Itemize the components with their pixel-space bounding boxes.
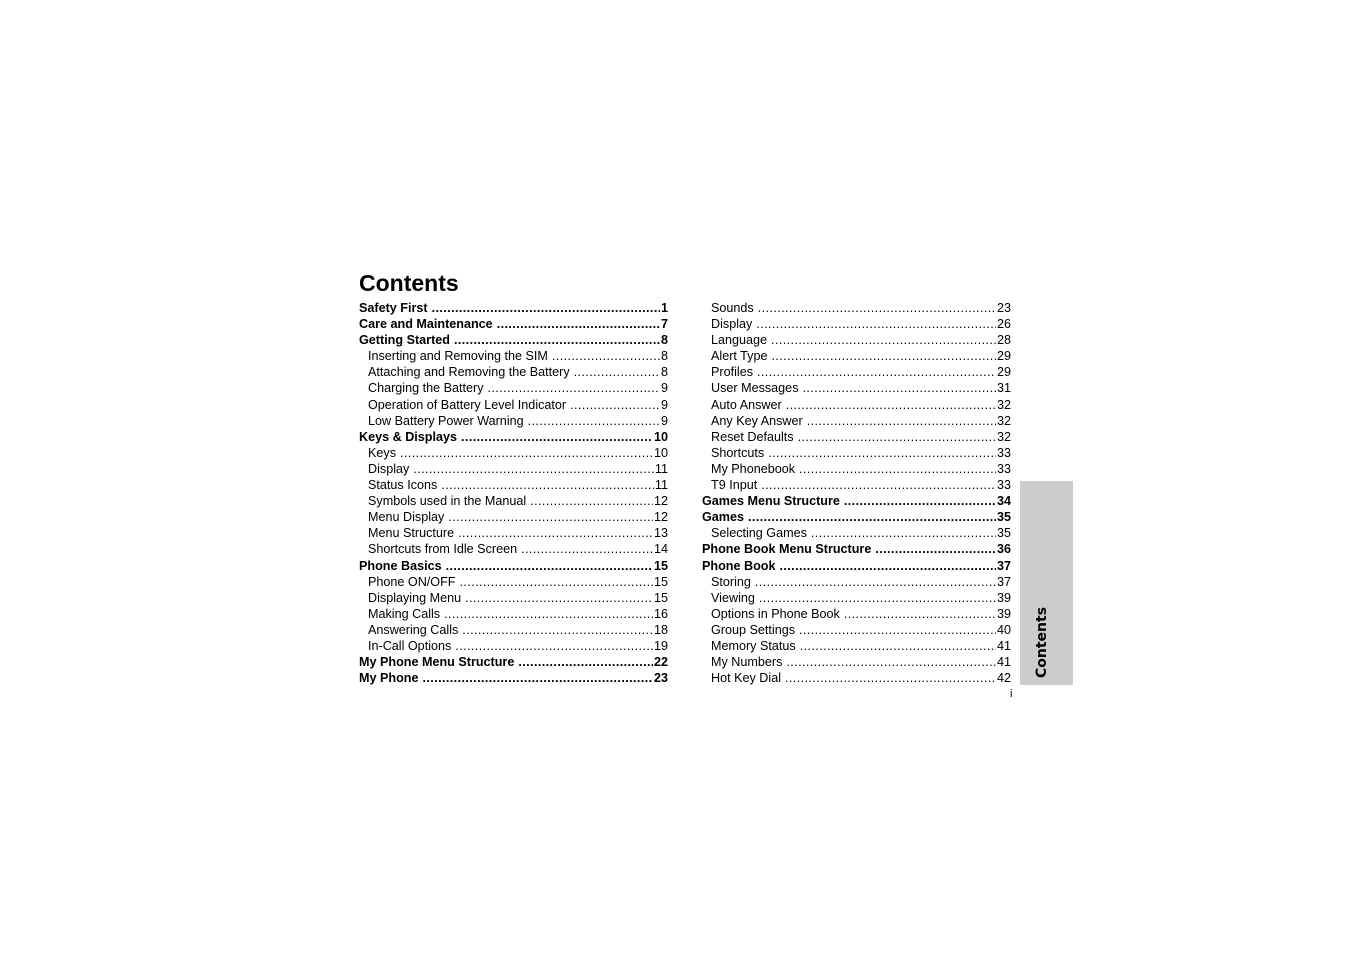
toc-entry-title: Memory Status — [711, 638, 796, 653]
toc-entry[interactable] — [359, 413, 668, 429]
toc-entry[interactable] — [359, 316, 668, 332]
toc-entry-page: 35 — [996, 526, 1011, 541]
toc-entry[interactable] — [359, 558, 668, 574]
toc-entry-title: My Phonebook — [711, 461, 796, 476]
toc-entry[interactable] — [702, 332, 1011, 348]
toc-entry[interactable] — [702, 606, 1011, 622]
toc-entry-title: Any Key Answer — [711, 413, 803, 428]
toc-entry[interactable] — [702, 380, 1011, 396]
toc-entry-page: 10 — [653, 445, 668, 460]
toc-entry-title: Shortcuts from Idle Screen — [368, 542, 518, 557]
toc-entry-title: Selecting Games — [711, 526, 807, 541]
toc-entry-page: 15 — [653, 590, 668, 605]
toc-entry[interactable] — [702, 493, 1011, 509]
toc-entry[interactable] — [702, 316, 1011, 332]
toc-entry-page: 28 — [996, 333, 1011, 348]
toc-entry-page: 8 — [660, 349, 668, 364]
toc-entry[interactable] — [359, 541, 668, 557]
toc-entry-page: 15 — [653, 558, 668, 573]
toc-leader-dots — [521, 541, 653, 557]
toc-entry-title: My Phone — [359, 671, 419, 686]
toc-entry-page: 32 — [996, 397, 1011, 412]
toc-entry[interactable] — [359, 397, 668, 413]
toc-column-left — [359, 300, 668, 686]
toc-entry[interactable] — [702, 590, 1011, 606]
toc-entry-title: Inserting and Removing the SIM — [368, 349, 548, 364]
toc-entry[interactable] — [702, 509, 1011, 525]
toc-entry-page: 7 — [660, 317, 668, 332]
toc-entry-title: Displaying Menu — [368, 590, 462, 605]
toc-leader-dots — [422, 670, 653, 686]
toc-entry[interactable] — [702, 348, 1011, 364]
toc-entry[interactable] — [359, 332, 668, 348]
page-title: Contents — [359, 270, 459, 296]
toc-leader-dots — [799, 461, 996, 477]
toc-entry[interactable] — [359, 654, 668, 670]
toc-entry-title: Phone Book — [702, 558, 776, 573]
toc-entry-title: Display — [711, 317, 753, 332]
toc-entry-title: Menu Structure — [368, 526, 455, 541]
toc-entry[interactable] — [702, 429, 1011, 445]
toc-leader-dots — [454, 332, 660, 348]
toc-leader-dots — [574, 364, 660, 380]
toc-entry-page: 8 — [660, 365, 668, 380]
toc-entry-page: 14 — [653, 542, 668, 557]
toc-leader-dots — [748, 509, 996, 525]
toc-entry-page: 29 — [996, 349, 1011, 364]
toc-entry[interactable] — [359, 670, 668, 686]
toc-entry-title: My Phone Menu Structure — [359, 655, 515, 670]
toc-leader-dots — [465, 590, 653, 606]
toc-leader-dots — [755, 574, 996, 590]
toc-entry-title: Viewing — [711, 590, 755, 605]
toc-entry-page: 12 — [653, 510, 668, 525]
toc-entry[interactable] — [702, 558, 1011, 574]
toc-entry[interactable] — [359, 380, 668, 396]
toc-leader-dots — [448, 509, 653, 525]
toc-entry-title: Alert Type — [711, 349, 768, 364]
toc-leader-dots — [756, 316, 996, 332]
toc-entry-page: 26 — [996, 317, 1011, 332]
toc-entry-title: Phone Basics — [359, 558, 442, 573]
toc-entry-title: Status Icons — [368, 478, 438, 493]
toc-entry[interactable] — [702, 541, 1011, 557]
toc-leader-dots — [570, 397, 660, 413]
toc-entry-title: Operation of Battery Level Indicator — [368, 397, 567, 412]
toc-entry-title: Making Calls — [368, 606, 441, 621]
toc-entry-title: Group Settings — [711, 622, 796, 637]
toc-leader-dots — [779, 558, 996, 574]
toc-entry[interactable] — [702, 525, 1011, 541]
toc-entry[interactable] — [359, 364, 668, 380]
toc-entry-page: 22 — [653, 655, 668, 670]
toc-leader-dots — [518, 654, 653, 670]
toc-leader-dots — [530, 493, 653, 509]
toc-leader-dots — [413, 461, 654, 477]
toc-leader-dots — [497, 316, 660, 332]
toc-entry-title: Care and Maintenance — [359, 317, 493, 332]
toc-entry-page: 1 — [660, 301, 668, 315]
toc-entry-title: Low Battery Power Warning — [368, 413, 524, 428]
toc-entry-title: Reset Defaults — [711, 429, 794, 444]
toc-entry[interactable] — [702, 638, 1011, 654]
toc-entry-title: Symbols used in the Manual — [368, 494, 527, 509]
toc-entry-page: 31 — [996, 381, 1011, 396]
toc-entry-title: T9 Input — [711, 478, 758, 493]
side-tab-label: Contents — [1034, 606, 1050, 678]
toc-leader-dots — [461, 429, 653, 445]
toc-entry-page: 9 — [660, 397, 668, 412]
toc-entry-page: 39 — [996, 590, 1011, 605]
toc-entry-title: Keys & Displays — [359, 429, 458, 444]
toc-leader-dots — [771, 332, 996, 348]
toc-leader-dots — [400, 445, 653, 461]
toc-leader-dots — [462, 622, 653, 638]
toc-entry[interactable] — [702, 413, 1011, 429]
toc-entry-page: 36 — [996, 542, 1011, 557]
toc-entry-page: 29 — [996, 365, 1011, 380]
toc-entry-title: Display — [368, 461, 410, 476]
toc-entry-title: Options in Phone Book — [711, 606, 840, 621]
toc-entry-page: 12 — [653, 494, 668, 509]
toc-column-right — [702, 300, 1011, 686]
toc-entry-page: 9 — [660, 413, 668, 428]
toc-entry-page: 8 — [660, 333, 668, 348]
toc-entry[interactable] — [359, 461, 668, 477]
toc-leader-dots — [432, 300, 660, 316]
toc-entry-page: 39 — [996, 606, 1011, 621]
toc-entry-page: 37 — [996, 558, 1011, 573]
toc-entry-page: 23 — [996, 301, 1011, 315]
toc-entry-title: Language — [711, 333, 768, 348]
toc-entry[interactable] — [702, 300, 1011, 316]
toc-entry-title: Games Menu Structure — [702, 494, 840, 509]
toc-entry-title: Storing — [711, 574, 751, 589]
toc-entry[interactable] — [702, 477, 1011, 493]
toc-entry-page: 35 — [996, 510, 1011, 525]
page-number: i — [1010, 688, 1013, 700]
toc-entry[interactable] — [359, 429, 668, 445]
toc-leader-dots — [771, 348, 996, 364]
toc-entry-title: Charging the Battery — [368, 381, 484, 396]
toc-entry-page: 23 — [653, 671, 668, 686]
toc-entry-page: 41 — [996, 638, 1011, 653]
toc-entry[interactable] — [702, 670, 1011, 686]
toc-entry-page: 11 — [654, 478, 668, 493]
toc-entry-title: In-Call Options — [368, 638, 452, 653]
toc-entry-page: 15 — [653, 574, 668, 589]
toc-entry-title: Auto Answer — [711, 397, 782, 412]
toc-entry[interactable] — [702, 364, 1011, 380]
toc-leader-dots — [798, 429, 996, 445]
toc-entry-page: 9 — [660, 381, 668, 396]
toc-entry-title: Shortcuts — [711, 445, 765, 460]
toc-leader-dots — [875, 541, 996, 557]
toc-leader-dots — [455, 638, 653, 654]
toc-leader-dots — [768, 445, 996, 461]
toc-leader-dots — [785, 670, 996, 686]
toc-leader-dots — [800, 638, 996, 654]
toc-entry[interactable] — [702, 461, 1011, 477]
toc-leader-dots — [758, 300, 996, 316]
toc-leader-dots — [844, 493, 996, 509]
toc-entry[interactable] — [702, 445, 1011, 461]
toc-entry[interactable] — [359, 509, 668, 525]
toc-entry-title: Hot Key Dial — [711, 671, 781, 686]
toc-leader-dots — [528, 413, 660, 429]
toc-entry[interactable] — [359, 638, 668, 654]
toc-entry-title: Menu Display — [368, 510, 445, 525]
toc-entry-page: 41 — [996, 655, 1011, 670]
toc-leader-dots — [552, 348, 660, 364]
toc-entry-title: Phone Book Menu Structure — [702, 542, 872, 557]
toc-leader-dots — [458, 525, 653, 541]
toc-entry[interactable] — [359, 493, 668, 509]
toc-leader-dots — [799, 622, 996, 638]
toc-entry-page: 32 — [996, 429, 1011, 444]
toc-entry[interactable] — [359, 300, 668, 316]
toc-entry-page: 33 — [996, 478, 1011, 493]
toc-entry[interactable] — [702, 574, 1011, 590]
toc-leader-dots — [786, 654, 996, 670]
toc-entry[interactable] — [359, 574, 668, 590]
toc-entry[interactable] — [359, 590, 668, 606]
toc-entry-page: 34 — [996, 494, 1011, 509]
toc-entry-page: 33 — [996, 445, 1011, 460]
toc-leader-dots — [807, 413, 996, 429]
toc-entry-page: 33 — [996, 461, 1011, 476]
toc-entry[interactable] — [702, 622, 1011, 638]
toc-entry[interactable] — [359, 525, 668, 541]
toc-entry-page: 11 — [654, 461, 668, 476]
toc-entry-title: Attaching and Removing the Battery — [368, 365, 570, 380]
toc-entry-title: User Messages — [711, 381, 799, 396]
toc-entry-title: Safety First — [359, 301, 428, 315]
toc-entry[interactable] — [359, 477, 668, 493]
toc-entry-title: Answering Calls — [368, 622, 459, 637]
toc-entry-page: 16 — [653, 606, 668, 621]
toc-leader-dots — [444, 606, 653, 622]
toc-entry[interactable] — [359, 445, 668, 461]
toc-leader-dots — [446, 558, 653, 574]
toc-leader-dots — [441, 477, 654, 493]
toc-entry-page: 40 — [996, 622, 1011, 637]
toc-entry-page: 32 — [996, 413, 1011, 428]
toc-entry-page: 19 — [653, 638, 668, 653]
toc-leader-dots — [786, 397, 996, 413]
toc-entry[interactable] — [702, 654, 1011, 670]
toc-entry-title: My Numbers — [711, 655, 783, 670]
toc-leader-dots — [844, 606, 996, 622]
toc-entry-title: Getting Started — [359, 333, 450, 348]
toc-entry[interactable] — [359, 606, 668, 622]
toc-entry-page: 42 — [996, 671, 1011, 686]
toc-entry-title: Sounds — [711, 301, 754, 315]
toc-entry-page: 13 — [653, 526, 668, 541]
toc-entry[interactable] — [702, 397, 1011, 413]
toc-entry-page: 37 — [996, 574, 1011, 589]
toc-entry-title: Games — [702, 510, 745, 525]
toc-entry-page: 10 — [653, 429, 668, 444]
toc-leader-dots — [803, 380, 996, 396]
toc-leader-dots — [488, 380, 660, 396]
toc-entry-title: Phone ON/OFF — [368, 574, 456, 589]
toc-leader-dots — [757, 364, 996, 380]
toc-entry-title: Keys — [368, 445, 396, 460]
toc-leader-dots — [460, 574, 653, 590]
toc-leader-dots — [759, 590, 996, 606]
toc-leader-dots — [811, 525, 996, 541]
toc-entry[interactable] — [359, 348, 668, 364]
toc-entry[interactable] — [359, 622, 668, 638]
toc-leader-dots — [761, 477, 996, 493]
toc-entry-page: 18 — [653, 622, 668, 637]
toc-entry-title: Profiles — [711, 365, 753, 380]
